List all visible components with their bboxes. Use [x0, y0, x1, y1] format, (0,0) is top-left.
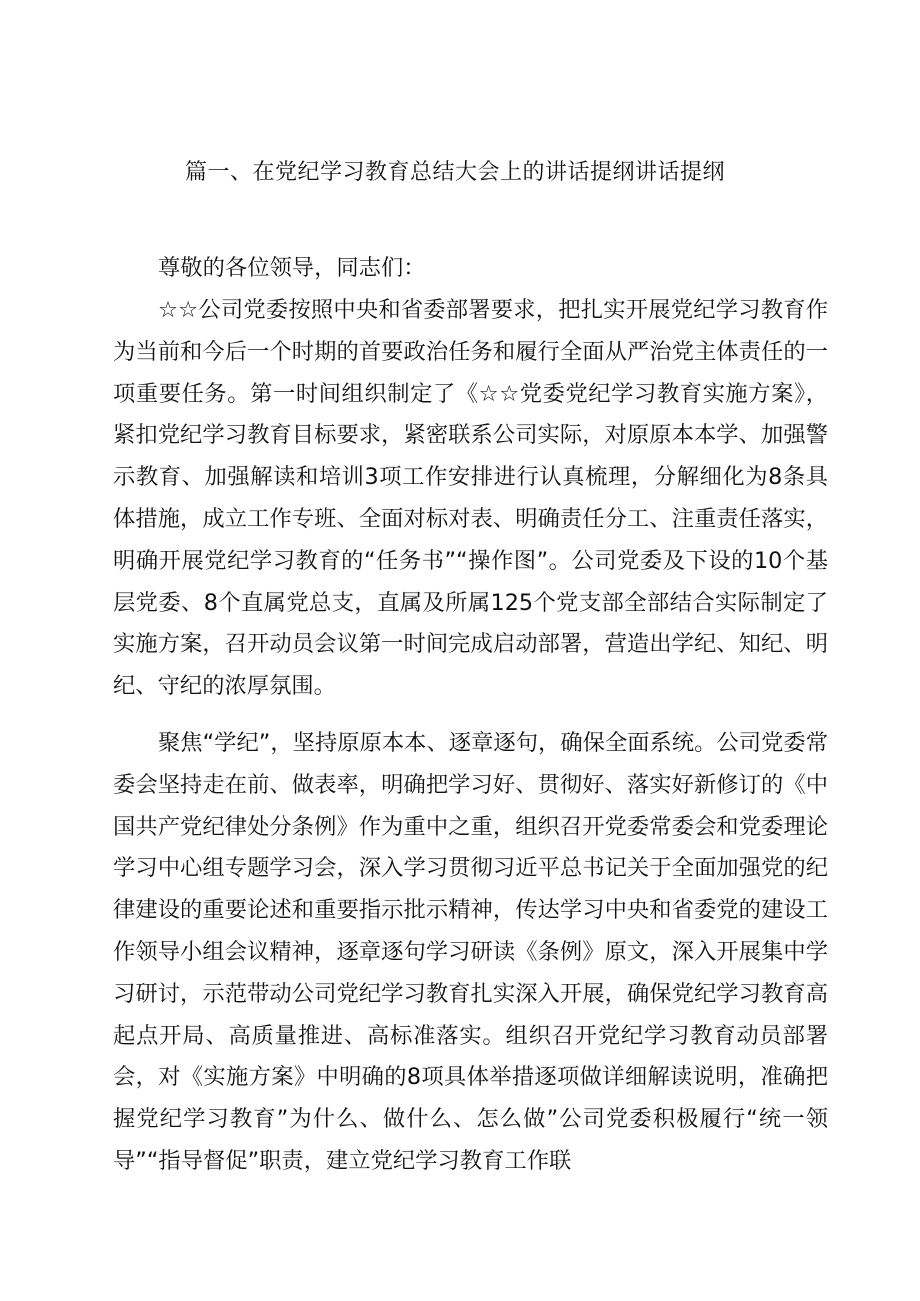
paragraph: 聚焦“学纪”，坚持原原本本、逐章逐句，确保全面系统。公司党委常委会坚持走在前、做表率，明确把学习好、贯彻好、落实好新修订的《中国共产党纪律处分条例》作为重中之重，组织召开党委常委会和党委理论学习中心组专题学习会，深入学习贯彻习近平总书记关于全面加强党的纪律建设的重要论述和重要指示批示精神，传达学习中央和省委党的建设工作领导小组会议精神，逐章逐句学习研读《条例》原文，深入开展集中学习研讨，示范带动公司党纪学习教育扎实深入开展，确保党纪学习教育高起点开局、高质量推进、高标准落实。组织召开党纪学习教育动员部署会，对《实施方案》中明确的8项具体举措逐项做详细解读说明，准确把握党纪学习教育”为什么、做什么、怎么做”公司党委积极履行“统一领导”“指导督促”职责，建立党纪学习教育工作联 [113, 730, 828, 1174]
paragraph: ☆☆公司党委按照中央和省委部署要求，把扎实开展党纪学习教育作为当前和今后一个时期的首要政治任务和履行全面从严治党主体责任的一项重要任务。第一时间组织制定了《☆☆党委党纪学习教育实施方案》，紧扣党纪学习教育目标要求，紧密联系公司实际，对原原本本学、加强警示教育、加强解读和培训3项工作安排进行认真梳理，分解细化为8条具体措施，成立工作专班、全面对标对表、明确责任分工、注重责任落实，明确开展党纪学习教育的“任务书”“操作图”。公司党委及下设的10个基层党委、8个直属党总支，直属及所属125个党支部全部结合实际制定了实施方案，召开动员会议第一时间完成启动部署，营造出学纪、知纪、明纪、守纪的浓厚氛围。 [113, 297, 828, 700]
salutation: 尊敬的各位领导，同志们： [158, 255, 426, 281]
document-title: 篇一、在党纪学习教育总结大会上的讲话提纲讲话提纲 [185, 160, 726, 185]
